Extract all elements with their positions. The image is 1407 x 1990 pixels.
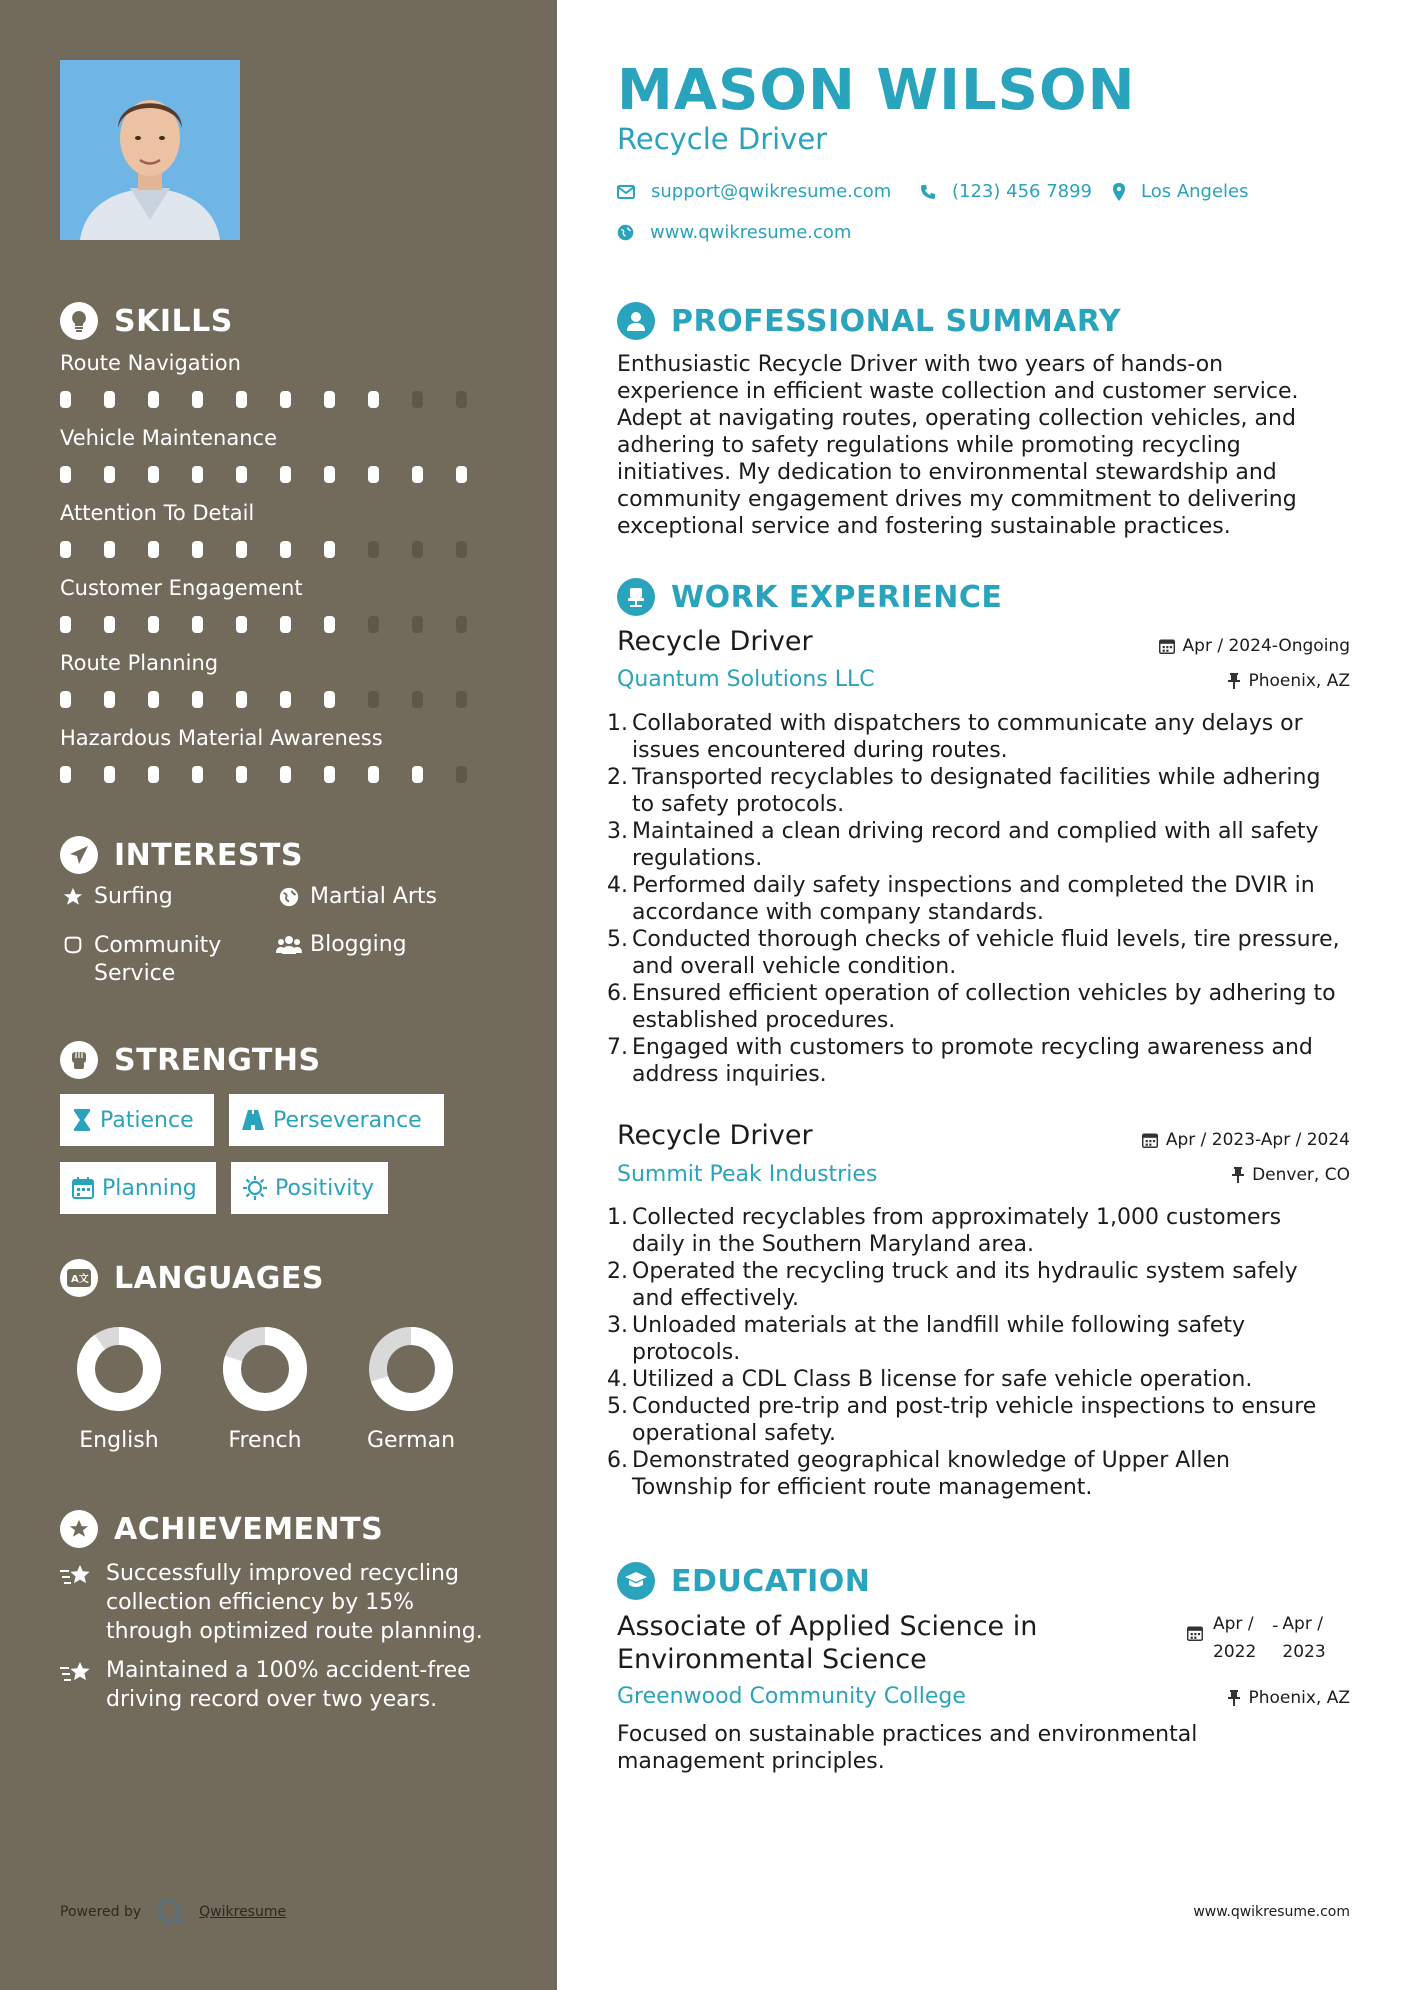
powered-by-label: Powered by [60, 1904, 142, 1920]
item-text: Maintained a clean driving record and complied with all safety regulations. [632, 819, 1319, 871]
summary-text: Enthusiastic Recycle Driver with two years of hands-on experience in efficient waste collection and customer service. Adept at navigating routes, operating collection vehicles, and adhering to safety regulations while promoting recycling initiatives. My dedication to environmental stewardship and community engagement drives my commitment to delivering exceptional service and fostering sustainable practices. [617, 352, 1299, 539]
pushpin-icon [1232, 1167, 1244, 1183]
rating-dot [148, 541, 159, 558]
item-text: Conducted pre-trip and post-trip vehicle inspections to ensure operational safety. [632, 1394, 1317, 1446]
item-number: 5. [607, 927, 628, 952]
rating-dot [368, 616, 379, 633]
strengths-title: STRENGTHS [114, 1042, 321, 1078]
list-item [607, 1393, 1367, 1447]
location-text: Phoenix, AZ [1248, 671, 1350, 691]
skill-name: Attention To Detail [60, 501, 255, 525]
item-text: Transported recyclables to designated facilities while adhering to safety protocols. [632, 765, 1321, 817]
list-item [607, 818, 1367, 872]
rating-dot [324, 766, 335, 783]
dates-text: Apr / 2023-Apr / 2024 [1165, 1130, 1350, 1150]
language-name: French [228, 1428, 302, 1453]
rating-dot [104, 466, 115, 483]
strength-label: Planning [102, 1175, 197, 1201]
calendar-icon [72, 1177, 94, 1199]
skills-heading [60, 302, 233, 340]
job-responsibilities [607, 710, 1367, 1088]
rating-dot [236, 766, 247, 783]
rating-dot [60, 766, 71, 783]
qwikresume-logo [155, 1897, 185, 1927]
interest-blogging [274, 932, 407, 957]
globe-icon [274, 884, 304, 908]
rating-dot [60, 541, 71, 558]
language-icon [60, 1259, 98, 1297]
rating-dot [412, 391, 423, 408]
skill-item [60, 726, 500, 783]
list-item [607, 1312, 1367, 1366]
rating-dot [236, 391, 247, 408]
rating-dot [148, 466, 159, 483]
strength-label: Perseverance [273, 1107, 422, 1133]
strength-patience [60, 1094, 214, 1146]
experience-heading [617, 578, 1002, 616]
language-level-chart [366, 1324, 456, 1414]
hourglass-icon [72, 1108, 92, 1132]
main-content [557, 0, 1407, 1990]
education-title: EDUCATION [671, 1563, 871, 1599]
item-number: 2. [607, 765, 628, 790]
fist-icon [60, 1041, 98, 1079]
interest-community-service [58, 932, 221, 988]
globe-icon [617, 224, 634, 241]
language-level-chart [74, 1324, 164, 1414]
strength-planning [60, 1162, 216, 1214]
skill-rating [60, 616, 500, 633]
list-item [607, 1204, 1367, 1258]
item-number: 4. [607, 1367, 628, 1392]
item-text: Collaborated with dispatchers to communicate any delays or issues encountered during routes. [632, 711, 1303, 763]
company-name: Summit Peak Industries [617, 1162, 878, 1187]
item-text: Performed daily safety inspections and completed the DVIR in accordance with company standards. [632, 873, 1315, 925]
contact-location [1113, 181, 1249, 202]
item-text: Ensured efficient operation of collection vehicles by adhering to established procedures. [632, 981, 1336, 1033]
item-number: 6. [607, 1448, 628, 1473]
skill-rating [60, 691, 500, 708]
hand-icon [58, 932, 88, 956]
rating-dot [324, 466, 335, 483]
job-title: Recycle Driver [617, 626, 813, 657]
list-item [607, 764, 1367, 818]
contact-website[interactable] [617, 222, 851, 243]
item-text: Collected recyclables from approximately 1,000 customers daily in the Southern Maryland area. [632, 1205, 1282, 1257]
rating-dot [368, 541, 379, 558]
calendar-icon [1187, 1610, 1203, 1666]
education-location [1228, 1688, 1350, 1708]
email-text: support@qwikresume.com [651, 181, 892, 202]
rating-dot [368, 391, 379, 408]
rating-dot [192, 466, 203, 483]
interest-label: Blogging [310, 932, 407, 957]
skill-name: Hazardous Material Awareness [60, 726, 383, 750]
rating-dot [368, 766, 379, 783]
rating-dot [60, 466, 71, 483]
lightbulb-icon [60, 302, 98, 340]
job-dates [1142, 1130, 1350, 1150]
list-item [607, 980, 1367, 1034]
skill-item [60, 576, 500, 633]
phone-text: (123) 456 7899 [952, 181, 1093, 202]
rating-dot [236, 541, 247, 558]
rating-dot [148, 766, 159, 783]
rating-dot [456, 541, 467, 558]
footer-website[interactable]: www.qwikresume.com [1193, 1904, 1350, 1920]
item-text: Utilized a CDL Class B license for safe vehicle operation. [632, 1367, 1253, 1392]
rating-dot [104, 391, 115, 408]
chair-icon [617, 578, 655, 616]
education-heading [617, 1562, 870, 1600]
rating-dot [236, 466, 247, 483]
skill-item [60, 501, 500, 558]
rating-dot [324, 691, 335, 708]
education-description: Focused on sustainable practices and environmental management principles. [617, 1722, 1198, 1774]
candidate-name: MASON WILSON [617, 58, 1136, 123]
location-text: Denver, CO [1252, 1165, 1350, 1185]
degree-title: Associate of Applied Science in Environmental Science [617, 1611, 1038, 1675]
contact-email[interactable] [617, 181, 891, 202]
interests-title: INTERESTS [114, 837, 303, 873]
language-level-fill [86, 1336, 152, 1402]
item-text: Engaged with customers to promote recycling awareness and address inquiries. [632, 1035, 1313, 1087]
rating-dot [236, 691, 247, 708]
location-text: Phoenix, AZ [1248, 1688, 1350, 1708]
shooting-star-icon [60, 1559, 96, 1646]
skill-item [60, 426, 500, 483]
interest-label: Community Service [94, 933, 222, 986]
achievements-title: ACHIEVEMENTS [114, 1511, 384, 1547]
language-item [346, 1324, 476, 1453]
strengths-heading [60, 1041, 321, 1079]
summary-title: PROFESSIONAL SUMMARY [671, 303, 1122, 339]
rating-dot [148, 616, 159, 633]
candidate-role: Recycle Driver [617, 122, 828, 156]
interest-label: Martial Arts [310, 884, 438, 909]
list-item [607, 872, 1367, 926]
item-number: 1. [607, 711, 628, 736]
interest-label: Surfing [94, 884, 173, 909]
school-name: Greenwood Community College [617, 1684, 966, 1709]
job-title: Recycle Driver [617, 1120, 813, 1151]
shooting-star-icon [60, 1656, 96, 1714]
location-text: Los Angeles [1141, 181, 1249, 202]
rating-dot [456, 466, 467, 483]
list-item [607, 926, 1367, 980]
rating-dot [60, 616, 71, 633]
list-item [607, 710, 1367, 764]
languages-title: LANGUAGES [114, 1260, 324, 1296]
users-icon [274, 932, 304, 956]
language-level-chart [220, 1324, 310, 1414]
sun-icon [243, 1176, 267, 1200]
pushpin-icon [1228, 673, 1240, 689]
map-pin-icon [1113, 183, 1125, 201]
rating-dot [456, 766, 467, 783]
avatar [60, 60, 240, 240]
paper-plane-icon [60, 836, 98, 874]
company-name: Quantum Solutions LLC [617, 667, 875, 692]
job-dates [1159, 636, 1350, 656]
rating-dot [104, 541, 115, 558]
language-name: German [366, 1428, 456, 1453]
list-item [607, 1034, 1367, 1088]
rating-dot [368, 691, 379, 708]
rating-dot [192, 541, 203, 558]
skill-name: Route Navigation [60, 351, 241, 375]
svg-text:A文: A文 [71, 1274, 89, 1285]
rating-dot [280, 691, 291, 708]
rating-dot [104, 766, 115, 783]
rating-dot [280, 466, 291, 483]
item-number: 6. [607, 981, 628, 1006]
envelope-icon [617, 185, 635, 199]
rating-dot [456, 616, 467, 633]
user-icon [617, 302, 655, 340]
job-responsibilities [607, 1204, 1367, 1501]
skill-item [60, 651, 500, 708]
language-item [200, 1324, 330, 1453]
dates-text: Apr / 2024-Ongoing [1182, 636, 1350, 656]
rating-dot [60, 691, 71, 708]
language-name: English [79, 1428, 159, 1453]
website-text: www.qwikresume.com [650, 222, 852, 243]
skill-name: Customer Engagement [60, 576, 303, 600]
rating-dot [280, 391, 291, 408]
interests-heading [60, 836, 303, 874]
rating-dot [456, 391, 467, 408]
rating-dot [60, 391, 71, 408]
rating-dot [280, 766, 291, 783]
skill-rating [60, 541, 500, 558]
rating-dot [104, 691, 115, 708]
education-end: Apr / 2023 [1282, 1614, 1326, 1662]
achievement-item [60, 1559, 500, 1646]
profile-photo [60, 60, 240, 240]
achievement-item [60, 1656, 500, 1714]
item-text: Conducted thorough checks of vehicle fluid levels, tire pressure, and overall vehicle condition. [632, 927, 1340, 979]
experience-title: WORK EXPERIENCE [671, 579, 1003, 615]
job-location [1228, 671, 1350, 691]
rating-dot [280, 541, 291, 558]
skill-rating [60, 766, 500, 783]
skill-rating [60, 391, 500, 408]
education-start: Apr / 2022 [1213, 1614, 1257, 1662]
star-badge-icon [60, 1510, 98, 1548]
skill-name: Vehicle Maintenance [60, 426, 278, 450]
interest-surfing [58, 884, 173, 909]
sidebar [0, 0, 557, 1990]
rating-dot [412, 766, 423, 783]
rating-dot [148, 691, 159, 708]
rating-dot [192, 391, 203, 408]
skill-name: Route Planning [60, 651, 219, 675]
item-text: Demonstrated geographical knowledge of Upper Allen Township for efficient route management. [632, 1448, 1230, 1500]
achievements-heading [60, 1510, 383, 1548]
strength-label: Positivity [275, 1175, 375, 1201]
rating-dot [148, 391, 159, 408]
item-text: Operated the recycling truck and its hydraulic system safely and effectively. [632, 1259, 1298, 1311]
list-item [607, 1366, 1367, 1393]
achievement-text: Maintained a 100% accident-free driving record over two years. [106, 1658, 471, 1712]
item-number: 5. [607, 1394, 628, 1419]
item-number: 3. [607, 1313, 628, 1338]
education-dates [1187, 1610, 1326, 1666]
calendar-icon [1159, 638, 1175, 654]
qwikresume-link[interactable]: Qwikresume [199, 1904, 287, 1920]
pushpin-icon [1228, 1690, 1240, 1706]
rating-dot [280, 616, 291, 633]
language-item [54, 1324, 184, 1453]
contact-phone[interactable] [920, 181, 1092, 202]
graduation-cap-icon [617, 1562, 655, 1600]
job-location [1232, 1165, 1350, 1185]
date-separator: - [1272, 1616, 1279, 1636]
rating-dot [412, 691, 423, 708]
skills-title: SKILLS [114, 303, 233, 339]
interest-martial-arts [274, 884, 437, 909]
phone-icon [920, 184, 936, 200]
item-number: 7. [607, 1035, 628, 1060]
rating-dot [324, 391, 335, 408]
list-item [607, 1447, 1367, 1501]
calendar-icon [1142, 1132, 1158, 1148]
rating-dot [236, 616, 247, 633]
list-item [607, 1258, 1367, 1312]
strength-perseverance [229, 1094, 444, 1146]
item-number: 2. [607, 1259, 628, 1284]
rating-dot [412, 616, 423, 633]
rating-dot [192, 766, 203, 783]
strength-positivity [231, 1162, 388, 1214]
skill-item [60, 351, 500, 408]
strength-label: Patience [100, 1107, 194, 1133]
rating-dot [192, 616, 203, 633]
rating-dot [324, 541, 335, 558]
road-icon [241, 1109, 265, 1131]
powered-by [60, 1897, 286, 1927]
item-text: Unloaded materials at the landfill while following safety protocols. [632, 1313, 1246, 1365]
item-number: 3. [607, 819, 628, 844]
item-number: 4. [607, 873, 628, 898]
rating-dot [412, 466, 423, 483]
rating-dot [368, 466, 379, 483]
achievement-text: Successfully improved recycling collection efficiency by 15% through optimized route planning. [106, 1561, 483, 1644]
rating-dot [324, 616, 335, 633]
item-number: 1. [607, 1205, 628, 1230]
languages-heading [60, 1259, 324, 1297]
rating-dot [104, 616, 115, 633]
rating-dot [456, 691, 467, 708]
star-icon [58, 884, 88, 908]
skill-rating [60, 466, 500, 483]
rating-dot [412, 541, 423, 558]
rating-dot [192, 691, 203, 708]
summary-heading [617, 302, 1121, 340]
